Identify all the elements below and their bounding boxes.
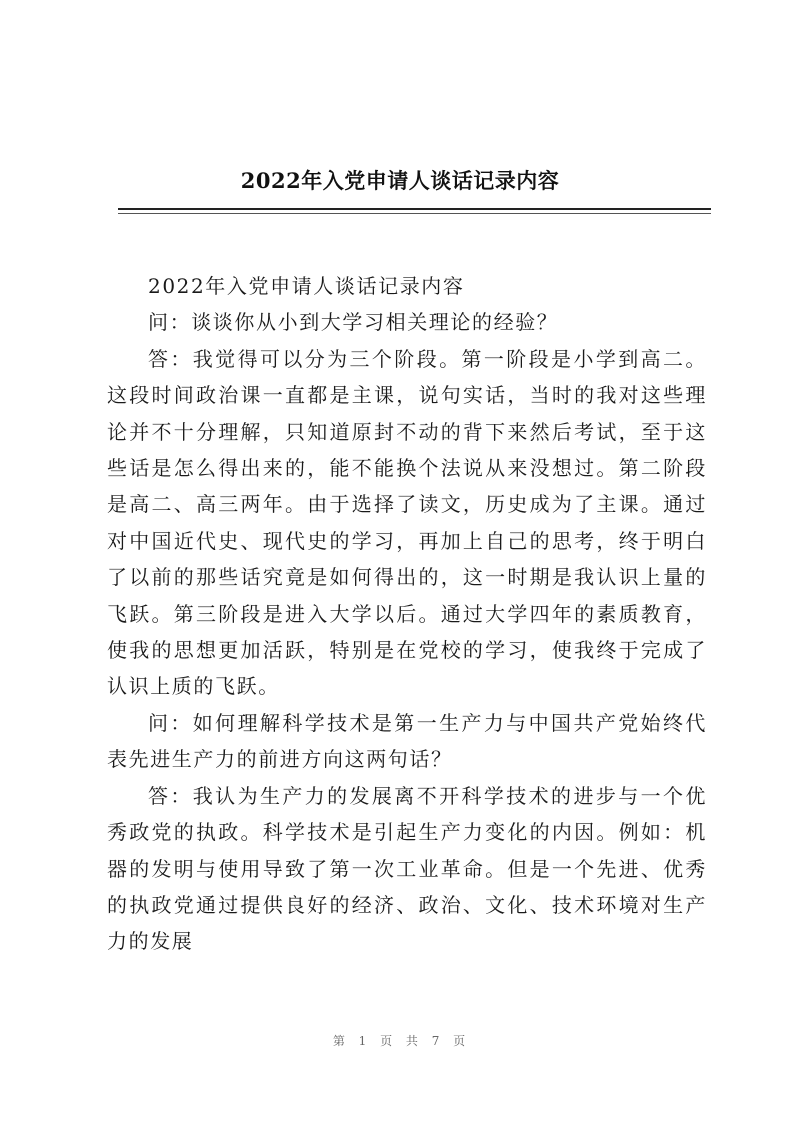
paragraph-question-2: 问：如何理解科学技术是第一生产力与中国共产党始终代表先进生产力的前进方向这两句话？ (107, 710, 707, 772)
paragraph-answer-1: 答：我觉得可以分为三个阶段。第一阶段是小学到高二。这段时间政治课一直都是主课，说句实话，当时的我对这些理论并不十分理解，只知道原封不动的背下来然后考试，至于这些话是怎么得出来的，能不能换个法说从来没想过。第二阶段是高二、高三两年。由于选择了读文，历史成为了主课。通过对中国近代史、现代史的学习，再加上自己的思考，终于明白了以前的那些话究竟是如何得出的，这一时期是我认识上量的飞跃。第三阶段是进入大学以后。通过大学四年的素质教育，使我的思想更加活跃，特别是在党校的学习，使我终于完成了认识上质的飞跃。 (107, 346, 707, 699)
paragraph-question-1: 问：谈谈你从小到大学习相关理论的经验？ (148, 310, 559, 335)
paragraph-heading: 2022年入党申请人谈话记录内容 (148, 274, 465, 298)
title-divider-thin (118, 213, 711, 214)
page-footer: 第 1 页 共 7 页 (332, 1034, 468, 1048)
document-body (107, 268, 707, 960)
page-title: 2022年入党申请人谈话记录内容 (240, 168, 560, 193)
paragraph-answer-2: 答：我认为生产力的发展离不开科学技术的进步与一个优秀政党的执政。科学技术是引起生产力变化的内因。例如：机器的发明与使用导致了第一次工业革命。但是一个先进、优秀的执政党通过提供良好的经济、政治、文化、技术环境对生产力的发展 (107, 783, 707, 954)
title-divider (118, 208, 711, 210)
